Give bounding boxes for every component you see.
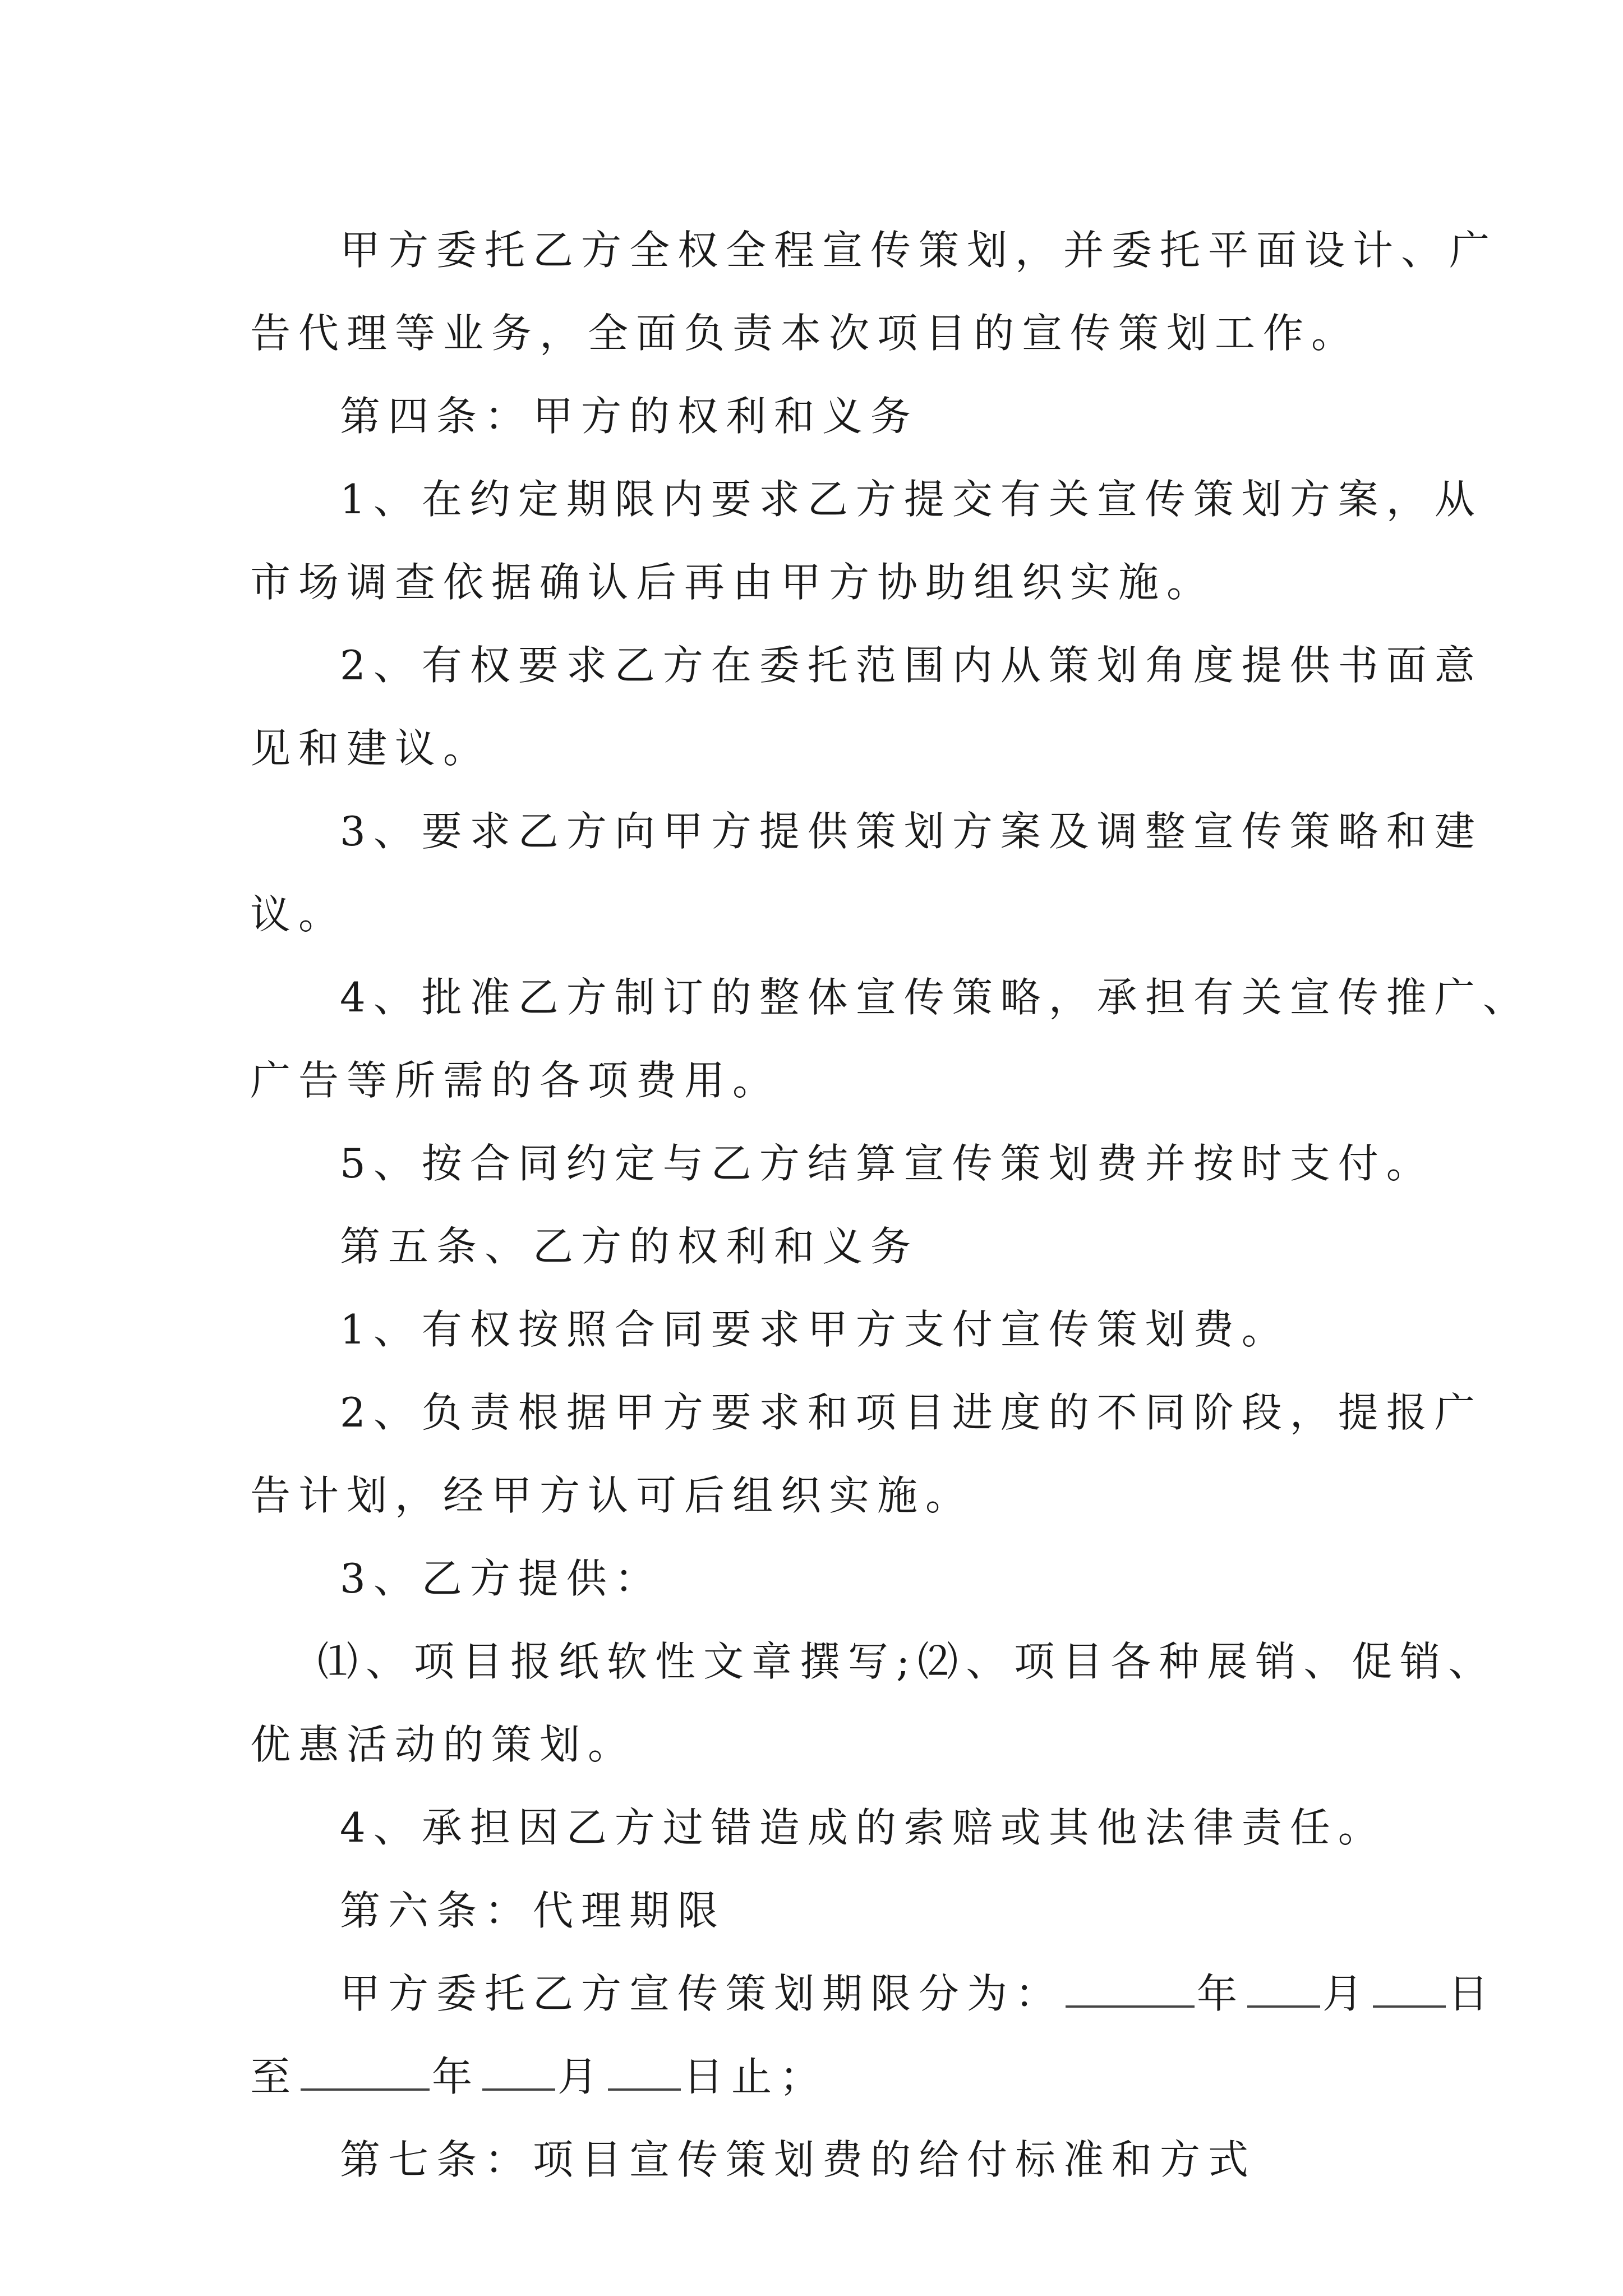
paragraph-4-1 [250, 458, 1483, 624]
text-line: 甲方委托乙方全权全程宣传策划，并委托平面设计、广 [340, 227, 1498, 274]
end-suffix: 日止； [683, 2053, 828, 2100]
document-body [250, 209, 1531, 2201]
paragraph-5-4: 4、承担因乙方过错造成的索赔或其他法律责任。 [340, 1804, 1386, 1851]
day-blank[interactable] [1373, 1971, 1446, 2008]
text-line [250, 1952, 1497, 2035]
text-line: 告计划，经甲方认可后组织实施。 [250, 1472, 974, 1519]
text-line: 议。 [250, 891, 347, 938]
end-year-label: 年 [432, 2053, 481, 2100]
month-blank[interactable] [1247, 1971, 1320, 2008]
paragraph-4-3 [250, 790, 1483, 956]
year-label: 年 [1197, 1970, 1246, 2017]
end-year-blank[interactable] [301, 2054, 430, 2091]
end-month-label: 月 [557, 2053, 606, 2100]
paragraph-commission [250, 209, 1498, 375]
text-line: 3、要求乙方向甲方提供策划方案及调整宣传策略和建 [340, 808, 1483, 855]
paragraph-term [250, 1952, 1497, 2118]
paragraph-5-3: 3、乙方提供： [340, 1555, 663, 1602]
text-line: 广告等所需的各项费用。 [250, 1057, 781, 1104]
text-line: ⑴、项目报纸软性文章撰写;⑵、项目各种展销、促销、 [317, 1638, 1497, 1685]
day-label: 日 [1448, 1970, 1497, 2017]
term-to-label: 至 [250, 2053, 299, 2100]
term-prefix: 甲方委托乙方宣传策划期限分为： [340, 1970, 1064, 2017]
end-day-blank[interactable] [608, 2054, 681, 2091]
paragraph-4-5: 5、按合同约定与乙方结算宣传策划费并按时支付。 [340, 1140, 1435, 1187]
article-5-heading: 第五条、乙方的权利和义务 [340, 1223, 919, 1270]
text-line: 优惠活动的策划。 [250, 1721, 637, 1768]
paragraph-4-2 [250, 624, 1483, 790]
paragraph-5-2 [250, 1371, 1483, 1537]
text-line [250, 2035, 1394, 2118]
paragraph-5-3-items [250, 1620, 1497, 1786]
text-line: 4、批准乙方制订的整体宣传策略，承担有关宣传推广、 [340, 974, 1531, 1021]
text-line: 2、负责根据甲方要求和项目进度的不同阶段，提报广 [340, 1389, 1483, 1436]
text-line: 市场调查依据确认后再由甲方协助组织实施。 [250, 559, 1215, 606]
text-line: 见和建议。 [250, 725, 492, 772]
end-month-blank[interactable] [482, 2054, 555, 2091]
article-4-heading: 第四条：甲方的权利和义务 [340, 393, 919, 440]
year-blank[interactable] [1066, 1971, 1195, 2008]
month-label: 月 [1322, 1970, 1371, 2017]
text-line: 2、有权要求乙方在委托范围内从策划角度提供书面意 [340, 642, 1483, 689]
paragraph-4-4 [250, 956, 1531, 1122]
paragraph-5-1: 1、有权按照合同要求甲方支付宣传策划费。 [340, 1306, 1290, 1353]
article-6-heading: 第六条：代理期限 [340, 1887, 726, 1934]
text-line: 告代理等业务，全面负责本次项目的宣传策划工作。 [250, 310, 1360, 357]
text-line: 1、在约定期限内要求乙方提交有关宣传策划方案，从 [340, 476, 1483, 523]
article-7-heading: 第七条：项目宣传策划费的给付标准和方式 [340, 2136, 1257, 2183]
